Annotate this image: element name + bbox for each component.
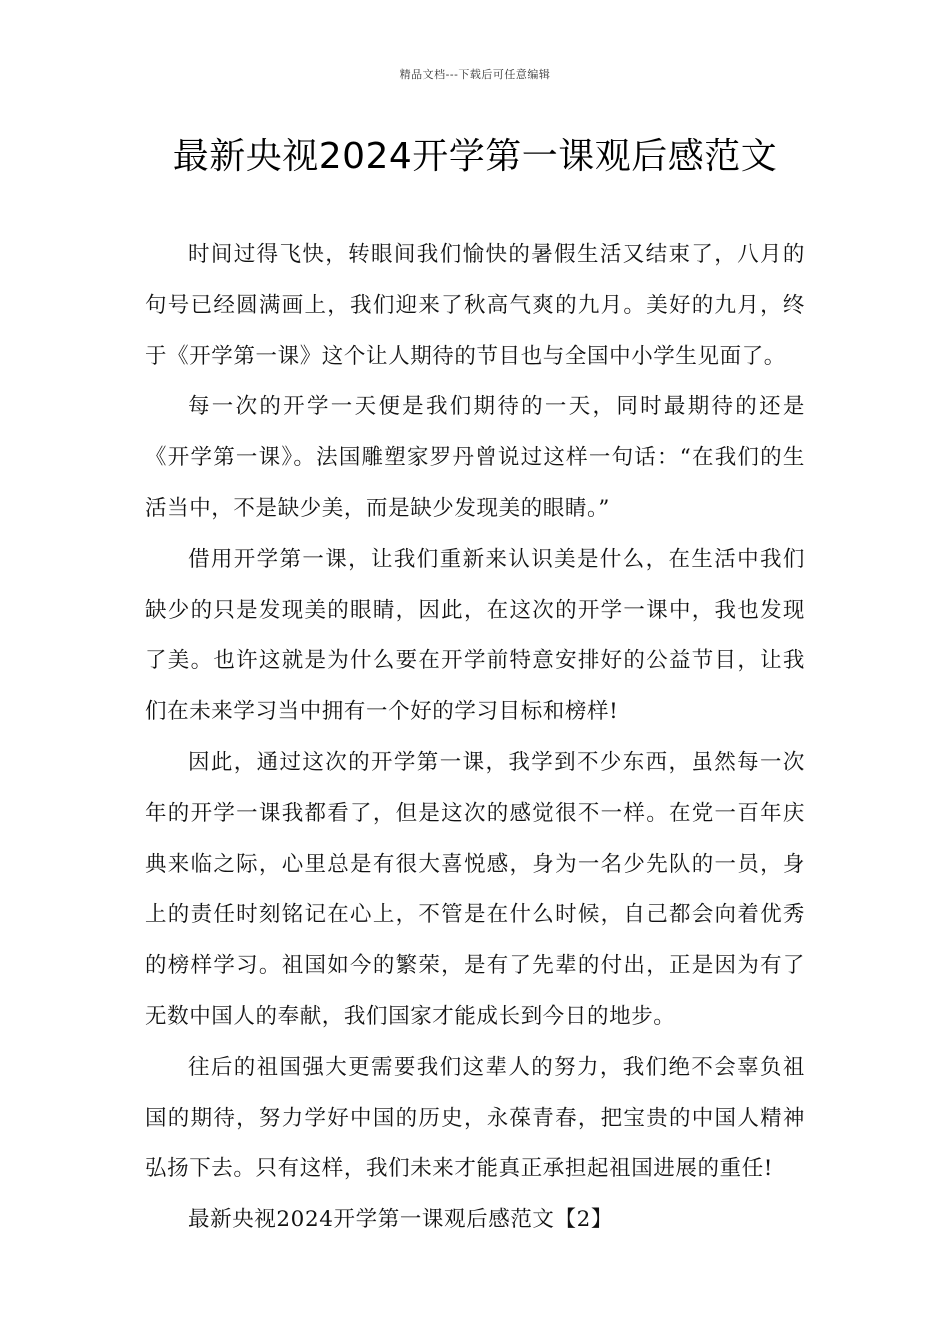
paragraph-2: 每一次的开学一天便是我们期待的一天，同时最期待的还是《开学第一课》。法国雕塑家罗丹曾说过这样一句话：“在我们的生活当中，不是缺少美，而是缺少发现美的眼睛。”	[145, 394, 805, 521]
document-body	[145, 230, 805, 1246]
section-heading-2: 最新央视2024开学第一课观后感范文【2】	[188, 1207, 613, 1233]
paragraph-1: 时间过得飞快，转眼间我们愉快的暑假生活又结束了，八月的句号已经圆满画上，我们迎来了秋高气爽的九月。美好的九月，终于《开学第一课》这个让人期待的节目也与全国中小学生见面了。	[145, 242, 805, 369]
paragraph-3: 借用开学第一课，让我们重新来认识美是什么，在生活中我们缺少的只是发现美的眼睛，因此，在这次的开学一课中，我也发现了美。也许这就是为什么要在开学前特意安排好的公益节目，让我们在未来学习当中拥有一个好的学习目标和榜样!	[145, 546, 805, 725]
document-title: 最新央视2024开学第一课观后感范文	[172, 136, 778, 177]
paragraph-4: 因此，通过这次的开学第一课，我学到不少东西，虽然每一次年的开学一课我都看了，但是这次的感觉很不一样。在党一百年庆典来临之际，心里总是有很大喜悦感，身为一名少先队的一员，身上的责任时刻铭记在心上，不管是在什么时候，自己都会向着优秀的榜样学习。祖国如今的繁荣，是有了先辈的付出，正是因为有了无数中国人的奉献，我们国家才能成长到今日的地步。	[145, 749, 805, 1029]
paragraph-5: 往后的祖国强大更需要我们这辈人的努力，我们绝不会辜负祖国的期待，努力学好中国的历史，永葆青春，把宝贵的中国人精神弘扬下去。只有这样，我们未来才能真正承担起祖国进展的重任!	[145, 1054, 805, 1182]
header-note: 精品文档---下载后可任意编辑	[399, 68, 551, 81]
